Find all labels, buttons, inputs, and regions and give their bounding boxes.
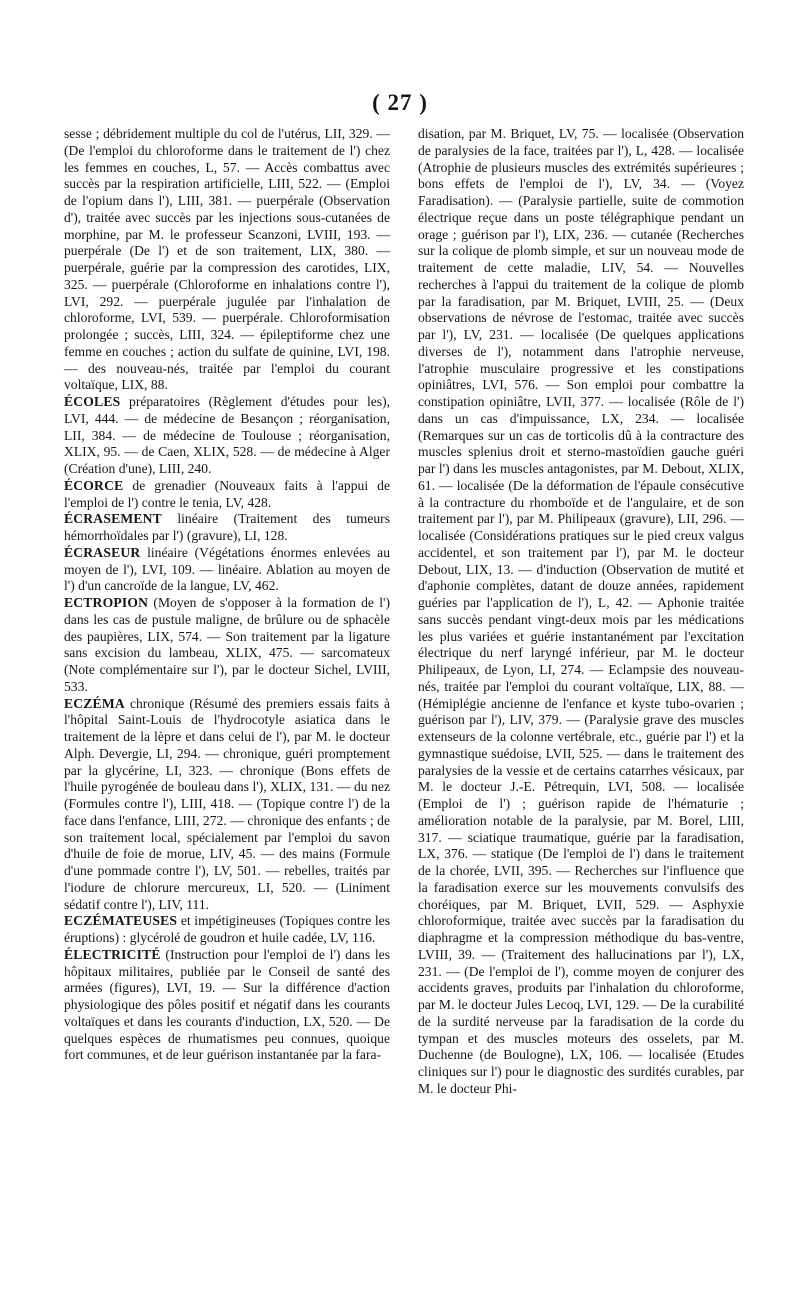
entry-text: (Moyen de s'opposer à la formation de l') dans les cas de pustule maligne, de brûlure ou de sphacèle des paupières, LIX, 574. — Son traitement par la ligature sans excision du lambeau, XLIX, 475. — sarcomateux (Note complémentaire sur l'), par le docteur Sichel, LVIII, 533.: [64, 595, 390, 694]
entry-headword: ECTROPION: [64, 595, 149, 610]
entry-text: et impétigineuses (Topiques contre les éruptions) : glycérolé de goudron et huile cadée, LV, 116.: [64, 913, 390, 945]
right-column: [418, 126, 744, 1098]
index-entry-electricite: [64, 947, 390, 1064]
entry-headword: ÉCORCE: [64, 477, 124, 493]
index-entry-continuation: [64, 126, 390, 394]
entry-text: préparatoires (Règlement d'études pour les), LVI, 444. — de médecine de Besançon ; réorganisation, LII, 384. — de médecine de Toulouse ; réorganisation, XLIX, 95. — de Caen, XLIX, 528. — de médecine à Alger (Création d'une), LIII, 240.: [64, 394, 390, 476]
page-number: ( 27 ): [372, 90, 428, 115]
entry-headword: ECZÉMATEUSES: [64, 913, 178, 929]
entry-headword: ÉCRASEMENT: [64, 511, 162, 527]
entry-text: de grenadier (Nouveaux faits à l'appui de l'emploi de l') contre le tenia, LV, 428.: [64, 477, 390, 510]
index-entry-ecorce: [64, 478, 390, 512]
index-entry-ectropion: [64, 595, 390, 696]
entry-text: linéaire (Traitement des tumeurs hémorrhoïdales par l') (gravure), LI, 128.: [64, 511, 390, 543]
index-entry-ecoles: [64, 394, 390, 478]
entry-text: chronique (Résumé des premiers essais faits à l'hôpital Saint-Louis de l'hydrocotyle asiatica dans le traitement de la lèpre et dans celui de l'), par M. le docteur Alph. Devergie, LI, 294. — chronique, guéri promptement par la glycérine, LI, 323. — chronique (Bons effets de l'huile pyrogénée de bouleau dans l'), XLIX, 131. — du nez (Formules contre l'), LIII, 418. — (Topique contre l') de la face dans l'enfance, LIII, 272. — chronique des enfants ; de son traitement local, spécialement par l'emploi du savon d'huile de foie de morue, LIV, 45. — des mains (Formule d'une pommade contre l'), LV, 501. — rebelles, traités par l'iodure de chlorure mercureux, LI, 520. — (Liniment sédatif contre l'), LIV, 111.: [64, 695, 390, 912]
entry-text: sesse ; débridement multiple du col de l'utérus, LII, 329. — (De l'emploi du chloroforme dans le traitement de l') chez les femmes en couches, L, 57. — Accès combattus avec succès par la respiration artificielle, LIII, 522. — (Emploi de l'opium dans l'), LIII, 381. — puerpérale (Observation d'), traitée avec succès par les injections sous-cutanées de morphine, par M. le professeur Scanzoni, LVIII, 193. — puerpérale (De l') et de son traitement, LIX, 380. — puerpérale, guérie par la compression des carotides, LIX, 325. — puerpérale (Chloroforme en inhalations contre l'), LVI, 292. — puerpérale jugulée par l'inhalation de chloroforme, LVI, 539. — puerpérale. Chloroformisation prolongée ; succès, LIII, 324. — épileptiforme chez une femme en couches ; action du sulfate de quinine, LVI, 198. — des nouveau-nés, traitée par l'emploi du courant voltaïque, LIX, 88.: [64, 126, 390, 393]
entry-text: disation, par M. Briquet, LV, 75. — localisée (Observation de paralysies de la face, traitées par l'), L, 428. — localisée (Atrophie de plusieurs muscles des extrémités supérieures ; bons effets de l'emploi de l'), LV, 34. — (Voyez Faradisation). — (Paralysie partielle, suite de commotion électrique reçue dans un poste télégraphique pendant un orage ; guérison par l'), LIX, 236. — cutanée (Recherches sur la colique de plomb simple, et sur un nouveau mode de traitement de cette maladie, LIV, 54. — Nouvelles recherches à l'appui du traitement de la colique de plomb par la faradisation, par M. Briquet, LVIII, 25. — (Deux observations de névrose de l'estomac, traitée avec succès par l'), LV, 231. — localisée (De quelques applications diverses de l'), notamment dans l'atrophie nerveuse, l'atrophie musculaire progressive et les constipations opiniâtres, LVI, 576. — Son emploi pour combattre la constipation opiniâtre, LVII, 377. — localisée (Rôle de l') dans un cas d'impuissance, LX, 234. — localisée (Remarques sur un cas de torticolis dû à la contracture des muscles splenius droit et sterno-mastoïdien gauche guéri par l') dans les muscles antagonistes, par M. Debout, XLIX, 61. — localisée (De la déformation de l'épaule consécutive à la contracture du rhomboïde et de l'angulaire, et de son traitement par l'), par M. Philipeaux (gravure), LII, 296. — localisée (Considérations pratiques sur le pied creux valgus accidentel, et son traitement par l'), par M. le docteur Debout, LIX, 13. — d'induction (Observation de mutité et d'aphonie complètes, datant de douze années, rapidement guéries par l'application de l'), L, 42. — Aphonie traitée sans succès pendant vingt-deux mois par les médications les plus variées et guérie instantanément par l'excitation électrique du nerf laryngé inférieur, par M. le docteur Philipeaux, de Lyon, LI, 274. — Eclampsie des nouveau-nés, traitée par l'emploi du courant voltaïque, LIX, 88. — (Hémiplégie ancienne de l'enfance et kyste tubo-ovarien ; guérison par l'), LIV, 379. — (Paralysie grave des muscles extenseurs de la colonne vertébrale, etc., guérie par l') et la gymnastique suédoise, LVII, 525. — dans le traitement des paralysies de la vessie et de certains catarrhes vésicaux, par M. le docteur J.-E. Pétrequin, LVI, 508. — localisée (Emploi de l') ; guérison rapide de l'hématurie ; amélioration notable de la paralysie, par M. Borel, LIII, 317. — sciatique traumatique, guérie par la faradisation, LX, 376. — statique (De l'emploi de l') dans le traitement de la chorée, LVII, 395. — Recherches sur l'influence que la faradisation exerce sur les mouvements convulsifs des choréiques, par M. Briquet, LVII, 529. — Asphyxie chloroformique, traitée avec succès par la faradisation du diaphragme et la compression méthodique du bas-ventre, LVIII, 39. — (Traitement des hallucinations par l'), LX, 231. — (De l'emploi de l'), comme moyen de conjurer des accidents graves, produits par l'inhalation du chloroforme, par M. le docteur Jules Lecoq, LVI, 129. — De la curabilité de la surdité nerveuse par la faradisation de la corde du tympan et des muscles moteurs des osselets, par M. Duchenne (de Boulogne), LX, 106. — localisée (Etudes cliniques sur l') pour le diagnostic des surdités curables, par M. le docteur Phi-: [418, 126, 744, 1096]
entry-headword: ÉCRASEUR: [64, 544, 141, 560]
index-entry-eczemateuses: [64, 913, 390, 947]
index-entry-continuation: [418, 126, 744, 1098]
left-column: [64, 126, 390, 1064]
entry-headword: ÉLECTRICITÉ: [64, 946, 161, 962]
entry-text: linéaire (Végétations énormes enlevées au moyen de l'), LVI, 109. — linéaire. Ablation au moyen de l') d'un cancroïde de la langue, LV, 462.: [64, 544, 390, 594]
index-entry-ecrasement: [64, 511, 390, 545]
index-entry-ecraseur: [64, 545, 390, 595]
index-entry-eczema: [64, 696, 390, 914]
entry-text: (Instruction pour l'emploi de l') dans les hôpitaux militaires, publiée par le Conseil de santé des armées (figures), LVI, 19. — Sur la différence d'action physiologique des pôles positif et négatif dans les courants voltaïques et dans les courants d'induction, LX, 520. — De quelques espèces de rhumatismes peu connues, quoique fort communes, et de leur guérison instantanée par la fara-: [64, 946, 390, 1063]
entry-headword: ÉCOLES: [64, 394, 121, 409]
entry-headword: ECZÉMA: [64, 695, 125, 711]
